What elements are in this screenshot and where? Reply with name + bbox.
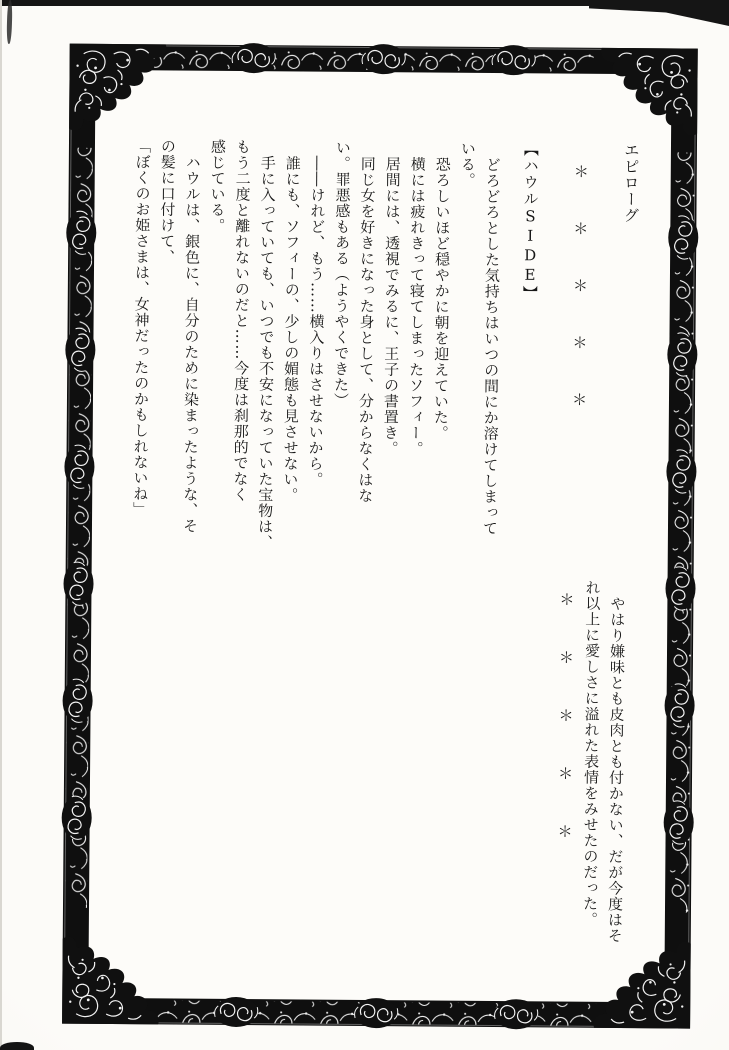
text-line: 同じ女を好きになった身として、分からなくはな (356, 155, 377, 504)
text-line: 誰にも、ソフィーの、少しの媚態も見させない。 (281, 155, 302, 504)
pov-side-label: 【ハウルSIDE】 (520, 141, 541, 302)
text-line: 感じている。 (208, 138, 228, 234)
text-line: 「ぼくのお姫さまは、女神だったのかもしれないね」 (131, 138, 153, 518)
scan-edge-artifact-left (0, 0, 2, 1050)
scene-divider-top: ＊＊＊＊＊ (569, 163, 590, 449)
text-line: い。罪悪感もある（ようやくできた） (331, 139, 353, 409)
text-line: 居間には、透視でみるに、王子の書置き。 (381, 156, 402, 457)
text-line: 恐ろしいほど穏やかに朝を迎えていた。 (431, 156, 452, 442)
text-line: どろどろとした気持ちはいつの間にか溶けてしまって (480, 156, 502, 537)
text-line: いる。 (458, 140, 478, 189)
text-line: 手に入っていても、いつでも不安になっていた宝物は、 (255, 155, 277, 551)
text-line: れ以上に愛しさに溢れた表情をみせたのだった。 (580, 579, 602, 928)
text-line: 横には疲れきって寝てしまったソフィー。 (406, 156, 427, 457)
text-line: やはり嫌味とも皮肉とも付かない、だが今度はそ (605, 595, 627, 944)
text-line: ――けれど、もう……横入りはさせないから。 (306, 155, 327, 488)
text-line: もう二度と離れないのだと……今度は刹那的でなく (231, 138, 253, 503)
text-line: ハウルは、銀色に、自分のために染まったような、そ (180, 154, 202, 534)
closing-text-block (529, 579, 630, 952)
text-line: の髪に口付けて、 (158, 138, 178, 265)
scene-divider-bottom: ＊＊＊＊＊ (555, 591, 576, 882)
epilogue-text-block (127, 138, 644, 554)
scan-edge-artifact-bottom-left (0, 1042, 34, 1050)
chapter-title: エピローグ (621, 142, 641, 224)
